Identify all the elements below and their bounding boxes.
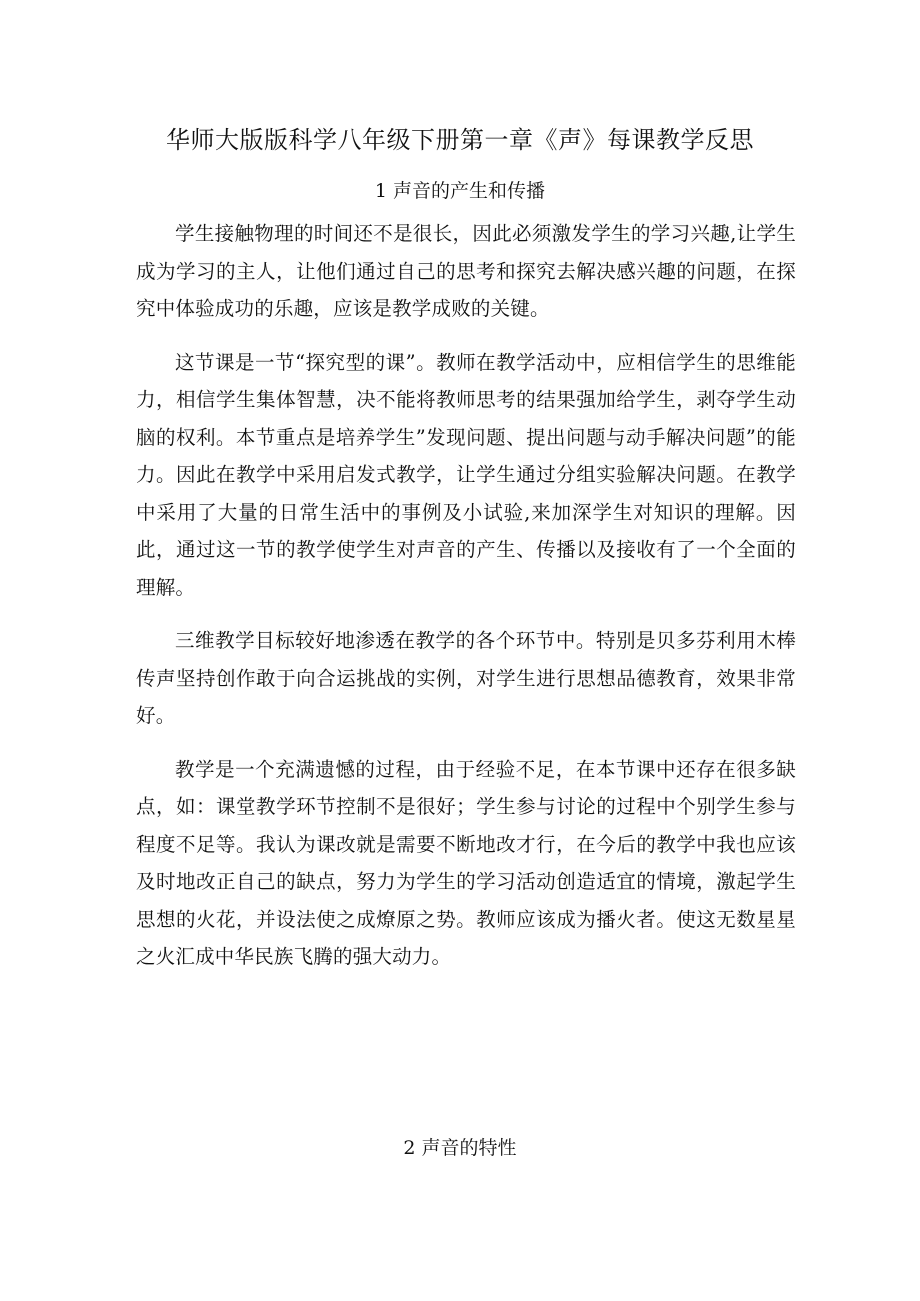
- paragraph: 这节课是一节“探究型的课”。教师在教学活动中，应相信学生的思维能力，相信学生集体智慧，决不能将教师思考的结果强加给学生，剥夺学生动脑的权利。本节重点是培养学生”发现问题、提出问题与动手解决问题”的能力。因此在教学中采用启发式教学，让学生通过分组实验解决问题。在教学中采用了大量的日常生活中的事例及小试验,来加深学生对知识的理解。因此，通过这一节的教学使学生对声音的产生、传播以及接收有了一个全面的理解。: [136, 350, 796, 599]
- document-title: 华师大版版科学八年级下册第一章《声》每课教学反思: [166, 126, 754, 154]
- section-heading-1: 1 声音的产生和传播: [374, 180, 546, 202]
- paragraph: 教学是一个充满遗憾的过程，由于经验不足，在本节课中还存在很多缺点，如：课堂教学环节控制不是很好；学生参与讨论的过程中个别学生参与程度不足等。我认为课改就是需要不断地改才行，在今后的教学中我也应该及时地改正自己的缺点，努力为学生的学习活动创造适宜的情境，激起学生思想的火花，并设法使之成燎原之势。教师应该成为播火者。使这无数星星之火汇成中华民族飞腾的强大动力。: [136, 757, 796, 968]
- section-1-body: [136, 215, 796, 992]
- paragraph: 学生接触物理的时间还不是很长，因此必须激发学生的学习兴趣,让学生成为学习的主人，让他们通过自己的思考和探究去解决感兴趣的问题，在探究中体验成功的乐趣，应该是教学成败的关键。: [136, 222, 796, 320]
- section-heading-2: 2 声音的特性: [403, 1137, 517, 1159]
- paragraph: 三维教学目标较好地渗透在教学的各个环节中。特别是贝多芬利用木棒传声坚持创作敢于向合运挑战的实例，对学生进行思想品德教育，效果非常好。: [136, 629, 796, 727]
